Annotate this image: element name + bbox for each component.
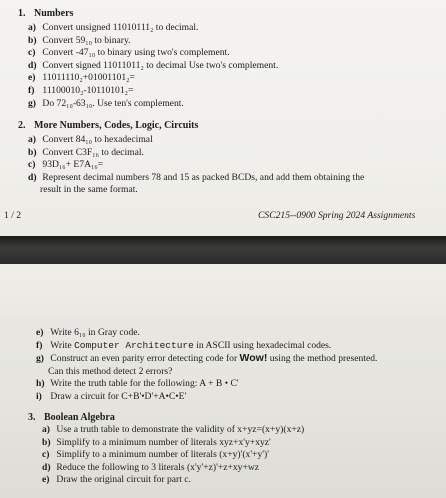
list-item: e) Write 6₁₀ in Gray code.: [36, 327, 140, 338]
section-3-title: 3. Boolean Algebra: [28, 412, 115, 423]
page-gap: [0, 236, 446, 264]
section-2-list: [28, 134, 364, 197]
list-item: f) Write Computer Architecture in ASCII using hexadecimal codes.: [36, 339, 332, 351]
section-2-continued-list: [36, 327, 377, 404]
list-item: a) Use a truth table to demonstrate the validity of x+yz=(x+y)(x+z): [42, 424, 305, 435]
page-2: [0, 264, 446, 498]
list-item: h) Write the truth table for the following: A + B • C': [36, 378, 239, 390]
list-item: b) Convert C3F₁₆ to decimal.: [28, 146, 144, 158]
page-footer-title: CSC215--0900 Spring 2024 Assignments: [258, 210, 416, 221]
list-item: g) Do 72₁₀-63₁₀. Use ten's complement.: [28, 97, 184, 109]
list-item: d) Reduce the following to 3 literals (x'y'+z)'+z+xy+wz: [42, 461, 260, 473]
list-item: a) Convert unsigned 11010111₂ to decimal.: [28, 22, 199, 33]
section-2-title: 2. More Numbers, Codes, Logic, Circuits: [18, 120, 199, 131]
list-item: b) Simplify to a minimum number of literals xyz+x'y+xyz': [42, 436, 271, 448]
section-1-title: 1. Numbers: [18, 8, 74, 19]
list-item: i) Draw a circuit for C+B'•D'+A•C•E': [36, 390, 187, 402]
page-top-margin: [0, 264, 446, 317]
list-item: d) Convert signed 11011011₂ to decimal Use two's complement.: [28, 59, 279, 71]
list-item: g) Construct an even parity error detecting code for Wow! using the method presented.: [36, 352, 378, 365]
page-1: [0, 0, 446, 236]
list-item: f) 11100010₂-10110101₂=: [28, 84, 134, 96]
list-item: a) Convert 84₁₀ to hexadecimal: [28, 134, 153, 145]
list-item: e) 11011110₂+01001101₂=: [28, 72, 135, 84]
section-3-list: [42, 424, 304, 487]
list-item: b) Convert 59₁₀ to binary.: [28, 34, 131, 46]
list-item: d) Represent decimal numbers 78 and 15 as packed BCDs, and add them obtaining the: [28, 171, 365, 183]
section-1-list: [28, 22, 278, 110]
list-item: c) Simplify to a minimum number of literals (x+y)'(x'+y')': [42, 449, 269, 461]
list-item: result in the same format.: [40, 184, 138, 196]
list-item: c) Convert -47₁₀ to binary using two's complement.: [28, 47, 230, 59]
list-item: e) Draw the original circuit for part c.: [42, 474, 191, 486]
list-item: Can this method detect 2 errors?: [48, 365, 173, 377]
list-item: c) 93D₁₆+ E7A₁₆=: [28, 159, 104, 171]
page-number: 1 / 2: [4, 210, 22, 221]
